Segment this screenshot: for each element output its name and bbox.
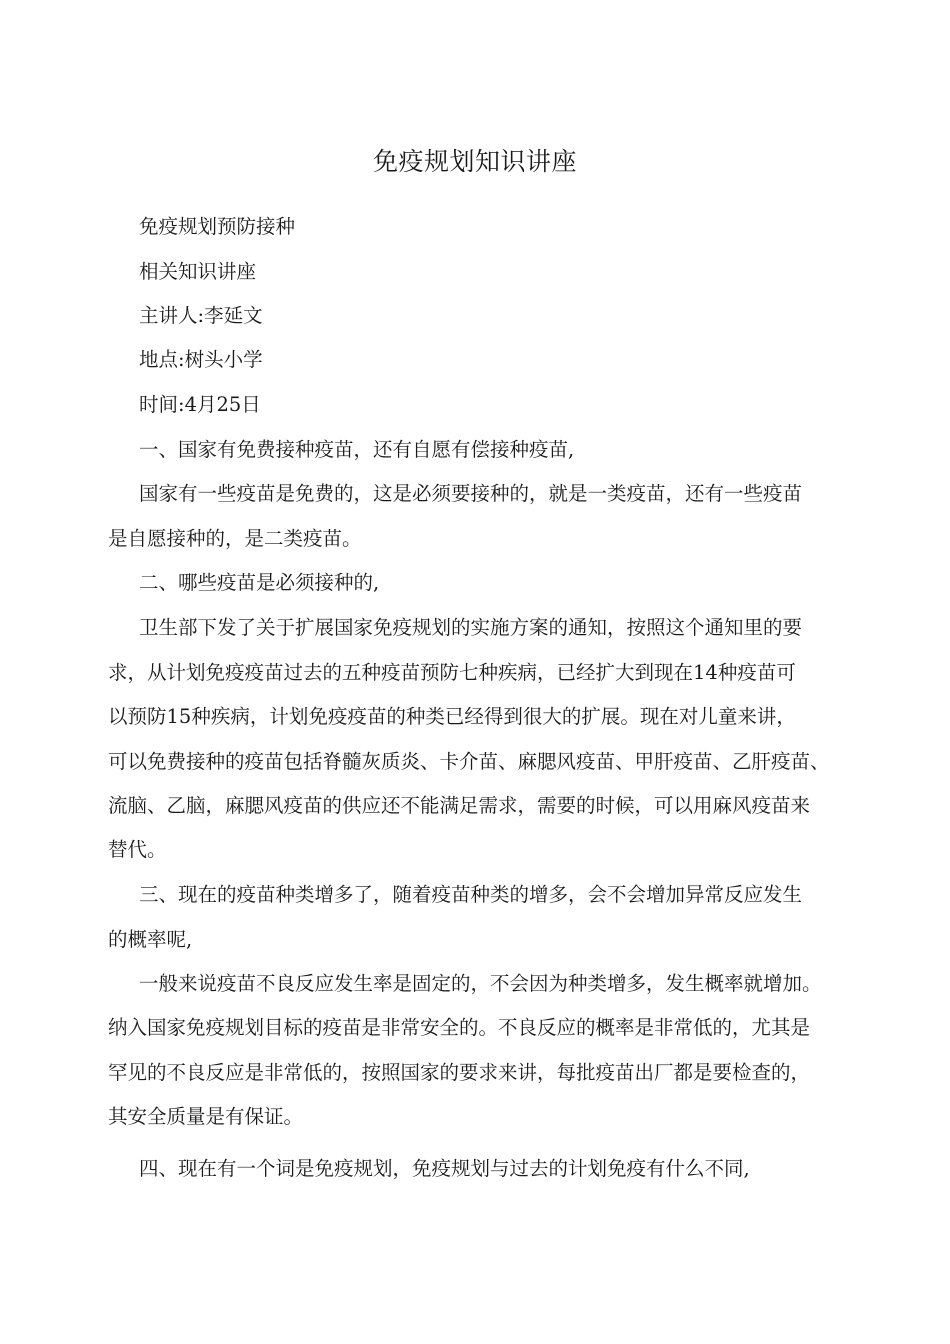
- section-heading-3-cont: 的概率呢,: [108, 928, 193, 951]
- document-title: 免疫规划知识讲座: [372, 147, 577, 176]
- paragraph-line: 罕见的不良反应是非常低的，按照国家的要求来讲，每批疫苗出厂都是要检查的，: [108, 1061, 811, 1084]
- paragraph-line: 一般来说疫苗不良反应发生率是固定的，不会因为种类增多，发生概率就增加。: [139, 972, 822, 995]
- paragraph-line: 其安全质量是有保证。: [108, 1105, 304, 1128]
- header-line-topic: 免疫规划预防接种: [139, 215, 296, 238]
- paragraph-line: 纳入国家免疫规划目标的疫苗是非常安全的。不良反应的概率是非常低的，尤其是: [108, 1016, 811, 1039]
- paragraph-line: 求，从计划免疫疫苗过去的五种疫苗预防七种疾病，已经扩大到现在14种疫苗可: [108, 661, 796, 684]
- paragraph-line: 替代。: [108, 838, 167, 861]
- section-heading-1: 一、国家有免费接种疫苗，还有自愿有偿接种疫苗,: [139, 438, 575, 461]
- header-line-speaker: 主讲人:李延文: [139, 304, 263, 327]
- paragraph-line: 流脑、乙脑，麻腮风疫苗的供应还不能满足需求，需要的时候，可以用麻风疫苗来: [108, 794, 811, 817]
- header-line-time: 时间:4月25日: [139, 393, 261, 416]
- paragraph-line: 是自愿接种的，是二类疫苗。: [108, 527, 362, 550]
- paragraph-line: 可以免费接种的疫苗包括脊髓灰质炎、卡介苗、麻腮风疫苗、甲肝疫苗、乙肝疫苗、: [108, 750, 830, 773]
- section-heading-2: 二、哪些疫苗是必须接种的,: [139, 571, 380, 594]
- paragraph-line: 国家有一些疫苗是免费的，这是必须要接种的，就是一类疫苗，还有一些疫苗: [139, 482, 803, 505]
- paragraph-line: 卫生部下发了关于扩展国家免疫规划的实施方案的通知，按照这个通知里的要: [139, 616, 803, 639]
- section-heading-3: 三、现在的疫苗种类增多了，随着疫苗种类的增多，会不会增加异常反应发生: [139, 883, 803, 906]
- header-line-location: 地点:树头小学: [139, 348, 263, 371]
- section-heading-4: 四、现在有一个词是免疫规划，免疫规划与过去的计划免疫有什么不同,: [139, 1157, 750, 1180]
- header-line-subtitle: 相关知识讲座: [139, 260, 257, 283]
- paragraph-line: 以预防15种疾病，计划免疫疫苗的种类已经得到很大的扩展。现在对儿童来讲，: [108, 705, 796, 728]
